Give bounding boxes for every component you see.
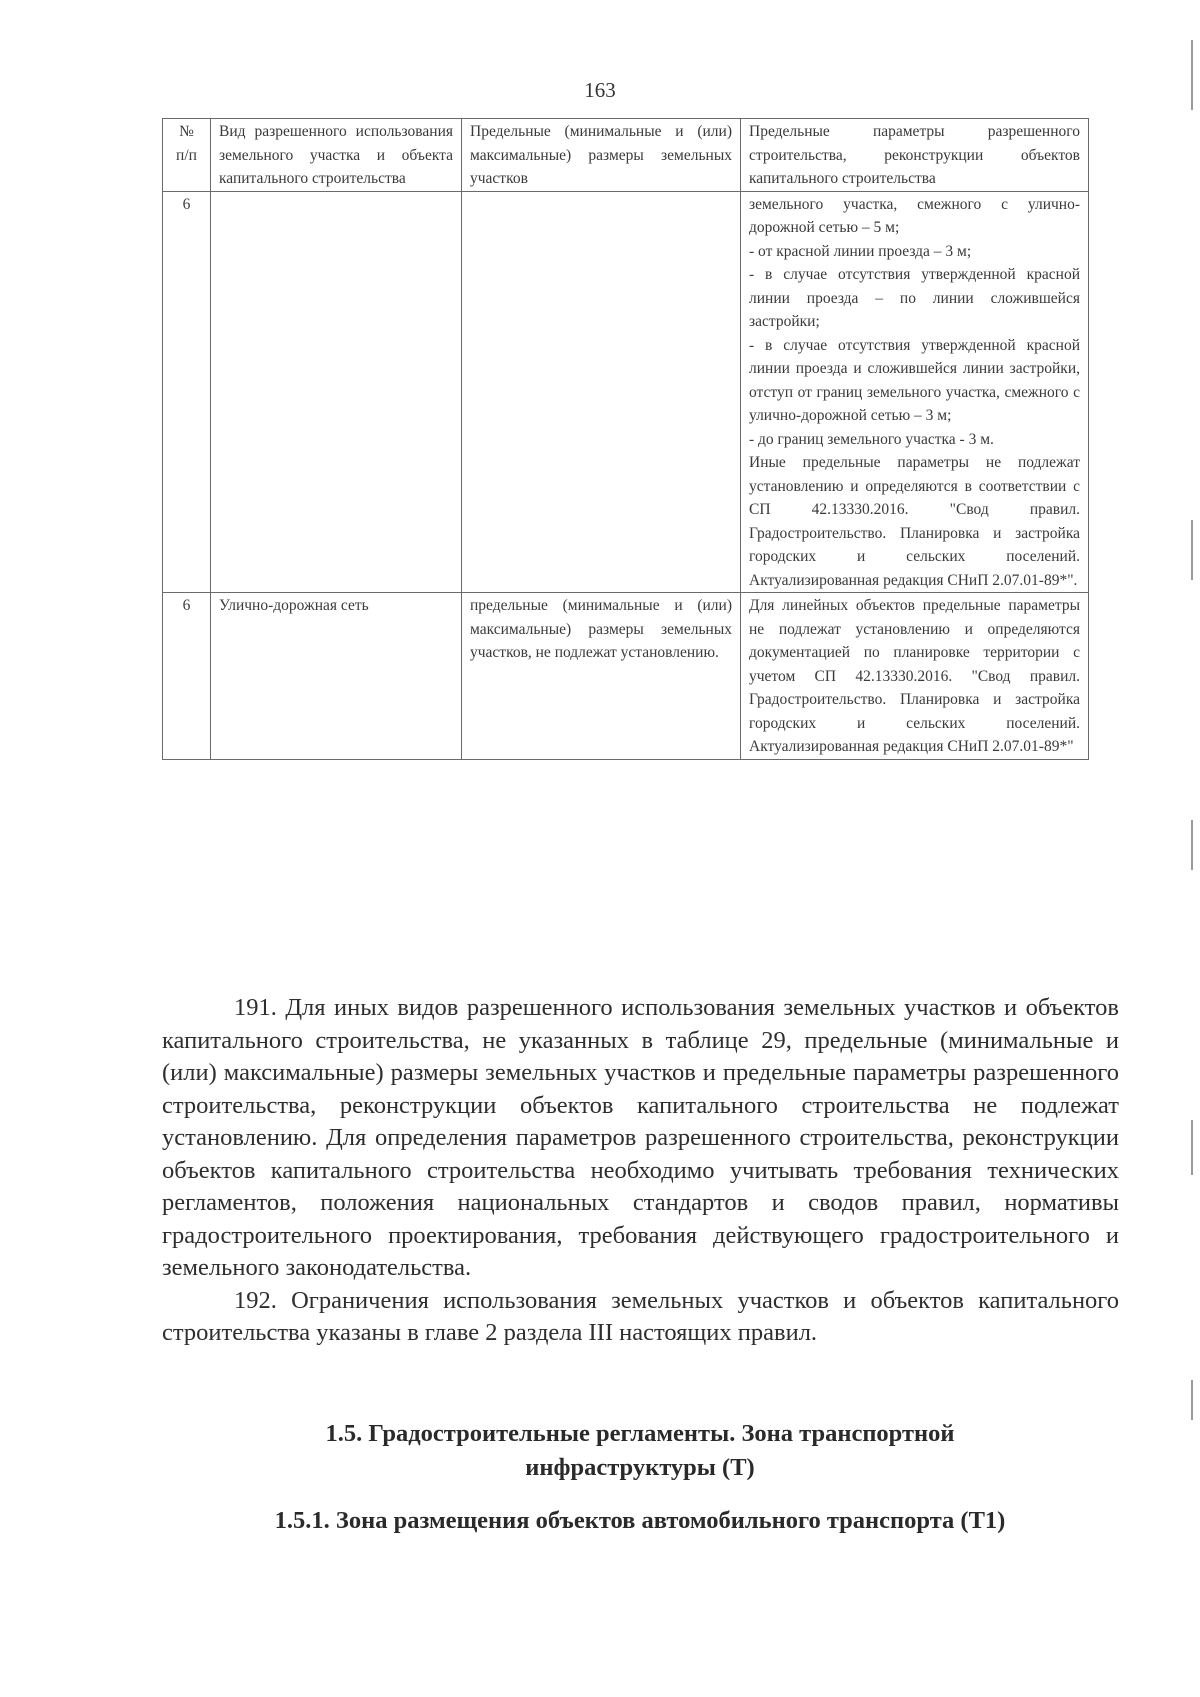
row-build-params <box>741 593 1089 760</box>
scan-edge-mark <box>1191 1380 1193 1420</box>
row-number: 6 <box>163 191 211 593</box>
scan-edge-mark <box>1191 520 1193 580</box>
param-line: Для линейных объектов предельные параметры не подлежат установлению и определяются документацией по планировке территории с учетом СП 42.13330.2016. "Свод правил. Градостроительство. Планировка и застройка городских и сельских поселений. Актуализированная редакция СНиП 2.07.01-89*" <box>749 597 1080 755</box>
section-heading-1-5: 1.5. Градостроительные регламенты. Зона транспортной инфраструктуры (Т) <box>325 1420 955 1481</box>
table-row <box>163 191 1089 593</box>
row-build-params <box>741 191 1089 593</box>
paragraph-191: 191. Для иных видов разрешенного использования земельных участков и объектов капитального строительства, не указанных в таблице 29, предельные (минимальные и (или) максимальные) размеры земельных участков и предельные параметры разрешенного строительства, реконструкции объектов капитального строительства не подлежат установлению. Для определения параметров разрешенного строительства, реконструкции объектов капитального строительства необходимо учитывать требования технических регламентов, положения национальных стандартов и сводов правил, нормативы градостроительного проектирования, требования действующего градостроительного и земельного законодательства. <box>162 994 1119 1281</box>
row-use-kind <box>211 191 462 593</box>
param-line: - до границ земельного участка - 3 м. <box>749 430 994 448</box>
param-line: - в случае отсутствия утвержденной красной линии проезда – по линии сложившейся застройки; <box>749 266 1080 330</box>
row-plot-sizes <box>462 191 741 593</box>
scan-edge-mark <box>1191 820 1193 870</box>
row-number: 6 <box>163 593 211 760</box>
header-build-params: Предельные параметры разрешенного строительства, реконструкции объектов капитального строительства <box>741 119 1089 192</box>
section-heading-1-5-1: 1.5.1. Зона размещения объектов автомобильного транспорта (Т1) <box>274 1507 1006 1534</box>
table-row <box>163 593 1089 760</box>
header-use-kind: Вид разрешенного использования земельного участка и объекта капитального строительства <box>211 119 462 192</box>
table-header-row <box>163 119 1089 192</box>
scan-edge-mark <box>1191 40 1193 110</box>
row-use-kind: Улично-дорожная сеть <box>211 593 462 760</box>
regulations-table <box>162 118 1089 760</box>
paragraph-192: 192. Ограничения использования земельных участков и объектов капитального строительства указаны в главе 2 раздела III настоящих правил. <box>162 1286 1119 1346</box>
header-plot-sizes: Предельные (минимальные и (или) максимальные) размеры земельных участков <box>462 119 741 192</box>
param-line: - в случае отсутствия утвержденной красной линии проезда и сложившейся линии застройки, отступ от границ земельного участка, смежного с улично-дорожной сетью – 3 м; <box>749 336 1080 424</box>
param-line: Иные предельные параметры не подлежат установлению и определяются в соответствии с СП 42.13330.2016. "Свод правил. Градостроительство. Планировка и застройка городских и сельских поселений. Актуализированная редакция СНиП 2.07.01-89*". <box>749 454 1080 589</box>
body-text <box>162 992 1119 1350</box>
param-line: земельного участка, смежного с улично-дорожной сетью – 5 м; <box>749 195 1080 236</box>
scan-edge-mark <box>1191 1120 1193 1175</box>
row-plot-sizes: предельные (минимальные и (или) максимальные) размеры земельных участков, не подлежат установлению. <box>462 593 741 760</box>
param-line: - от красной линии проезда – 3 м; <box>749 242 972 260</box>
header-number: № п/п <box>163 119 211 192</box>
page-number: 163 <box>584 78 616 102</box>
